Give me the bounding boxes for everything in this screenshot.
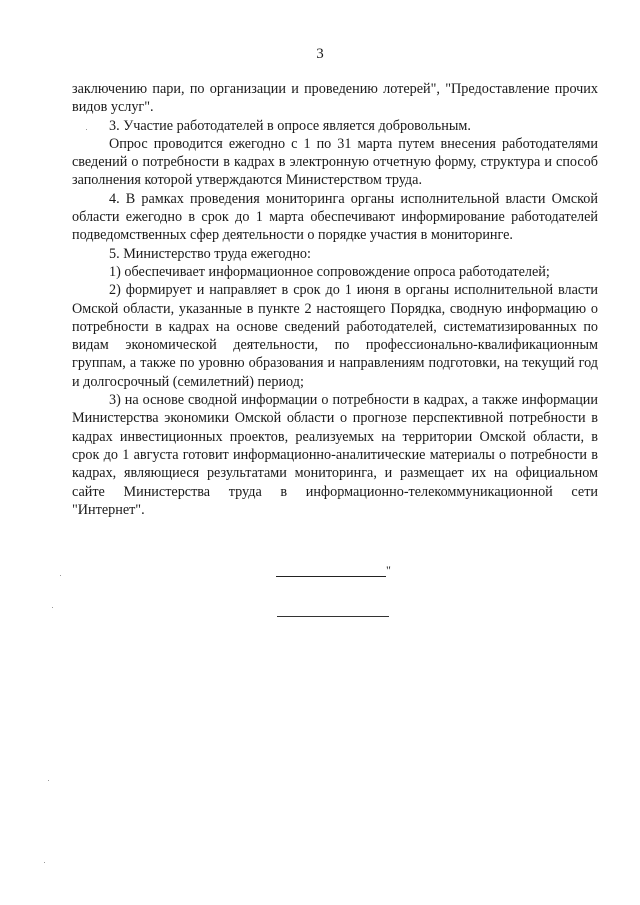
paragraph-item-5: 5. Министерство труда ежегодно: (109, 245, 311, 262)
paragraph-item-4: 4. В рамках проведения мониторинга органы исполнительной власти Омской области ежегодно в срок до 1 марта обеспечивают информирование работодателей подведомственных сфер деятельности о порядке участия в мониторинге. (72, 190, 598, 244)
paragraph-subitem-3: 3) на основе сводной информации о потребности в кадрах, а также информации Министерства экономики Омской области о прогнозе перспективной потребности в кадрах инвестиционных проектов, реализуемых на территории Омской области, в срок до 1 августа готовит информационно-аналитические материалы о потребности в кадрах, являющиеся результатами мониторинга, и размещает их на официальном сайте Министерства труда в информационно-телекоммуникационной сети "Интернет". (72, 392, 598, 518)
paragraph-item-3: 3. Участие работодателей в опросе является добровольным. (109, 117, 471, 134)
page-number: 3 (316, 46, 324, 62)
separator-line (277, 616, 389, 617)
paragraph-subitem-1: 1) обеспечивает информационное сопровождение опроса работодателей; (109, 263, 550, 280)
paragraph-survey-period: Опрос проводится ежегодно с 1 по 31 марта путем внесения работодателями сведений о потребности в кадрах в электронную отчетную форму, структура и способ заполнения которой утверждаются Министерством труда. (72, 135, 598, 189)
document-body (72, 80, 598, 519)
closing-underline (276, 566, 386, 577)
closing-quote-mark: " (386, 563, 391, 577)
paragraph-continuation: заключению пари, по организации и проведению лотерей", "Предоставление прочих видов услуг". (72, 81, 598, 116)
paragraph-subitem-2: 2) формирует и направляет в срок до 1 июня в органы исполнительной власти Омской области, указанные в пункте 2 настоящего Порядка, сводную информацию о потребности в кадрах на основе сведений работодателей, систематизированных по видам экономической деятельности, по профессионально-квалификационным группам, а также по уровню образования и направлениям подготовки, на текущий год и долгосрочный (семилетний) период; (72, 282, 598, 390)
